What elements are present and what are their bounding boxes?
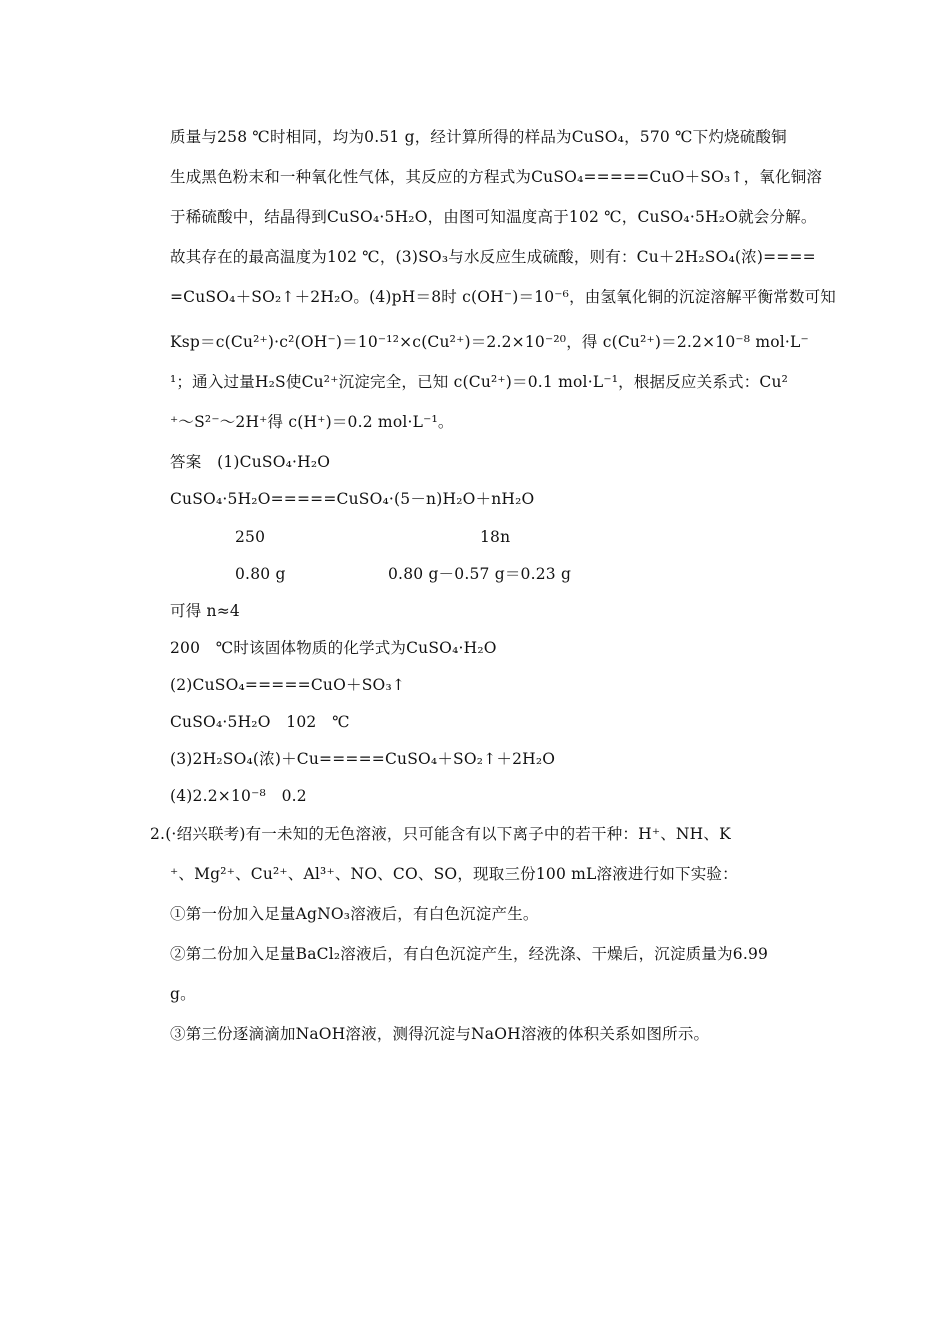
question-2-line: 2.(·绍兴联考)有一未知的无色溶液，只可能含有以下离子中的若干种：H⁺、NH、K bbox=[150, 825, 731, 843]
experiment-1: ①第一份加入足量AgNO₃溶液后，有白色沉淀产生。 bbox=[170, 905, 539, 923]
text-line: 于稀硫酸中，结晶得到CuSO₄·5H₂O，由图可知温度高于102 ℃，CuSO₄·5H₂O就会分解。 bbox=[170, 208, 817, 226]
question-2-line: ⁺、Mg²⁺、Cu²⁺、Al³⁺、NO、CO、SO，现取三份100 mL溶液进行如下实验： bbox=[170, 865, 738, 883]
answer-line: 可得 n≈4 bbox=[170, 602, 240, 620]
answer-line: (4)2.2×10⁻⁸ 0.2 bbox=[170, 787, 307, 805]
text-line: 故其存在的最高温度为102 ℃，(3)SO₃与水反应生成硫酸，则有：Cu＋2H₂SO₄(浓)==== bbox=[170, 248, 816, 266]
answer-line: (2)CuSO₄=====CuO＋SO₃↑ bbox=[170, 676, 406, 694]
experiment-2: ②第二份加入足量BaCl₂溶液后，有白色沉淀产生，经洗涤、干燥后，沉淀质量为6.99 bbox=[170, 945, 769, 963]
calc-mass-loss: 0.80 g－0.57 g＝0.23 g bbox=[388, 565, 572, 583]
answer-heading: 答案 (1)CuSO₄·H₂O bbox=[170, 453, 331, 471]
calc-water-mass: 18n bbox=[480, 528, 511, 546]
text-line: 质量与258 ℃时相同，均为0.51 g，经计算所得的样品为CuSO₄，570 ℃下灼烧硫酸铜 bbox=[170, 128, 787, 146]
answer-line: CuSO₄·5H₂O 102 ℃ bbox=[170, 713, 350, 731]
text-line: ⁺～S²⁻～2H⁺得 c(H⁺)＝0.2 mol·L⁻¹。 bbox=[170, 413, 454, 431]
text-line: =CuSO₄＋SO₂↑＋2H₂O。(4)pH＝8时 c(OH⁻)＝10⁻⁶，由氢氧化铜的沉淀溶解平衡常数可知 bbox=[170, 288, 836, 306]
calc-molar-mass: 250 bbox=[235, 528, 266, 546]
experiment-2-cont: g。 bbox=[170, 985, 196, 1003]
equation-line: CuSO₄·5H₂O=====CuSO₄·(5－n)H₂O＋nH₂O bbox=[170, 490, 535, 508]
answer-line: (3)2H₂SO₄(浓)＋Cu=====CuSO₄＋SO₂↑＋2H₂O bbox=[170, 750, 556, 768]
calc-sample-mass: 0.80 g bbox=[235, 565, 286, 583]
text-line: ¹；通入过量H₂S使Cu²⁺沉淀完全，已知 c(Cu²⁺)＝0.1 mol·L⁻¹，根据反应关系式：Cu² bbox=[170, 373, 789, 391]
text-line: Ksp＝c(Cu²⁺)·c²(OH⁻)＝10⁻¹²×c(Cu²⁺)＝2.2×10⁻²⁰，得 c(Cu²⁺)＝2.2×10⁻⁸ mol·L⁻ bbox=[170, 333, 809, 351]
experiment-3: ③第三份逐滴滴加NaOH溶液，测得沉淀与NaOH溶液的体积关系如图所示。 bbox=[170, 1025, 710, 1043]
text-line: 生成黑色粉末和一种氧化性气体，其反应的方程式为CuSO₄=====CuO＋SO₃↑，氧化铜溶 bbox=[170, 168, 823, 186]
answer-line: 200 ℃时该固体物质的化学式为CuSO₄·H₂O bbox=[170, 639, 497, 657]
